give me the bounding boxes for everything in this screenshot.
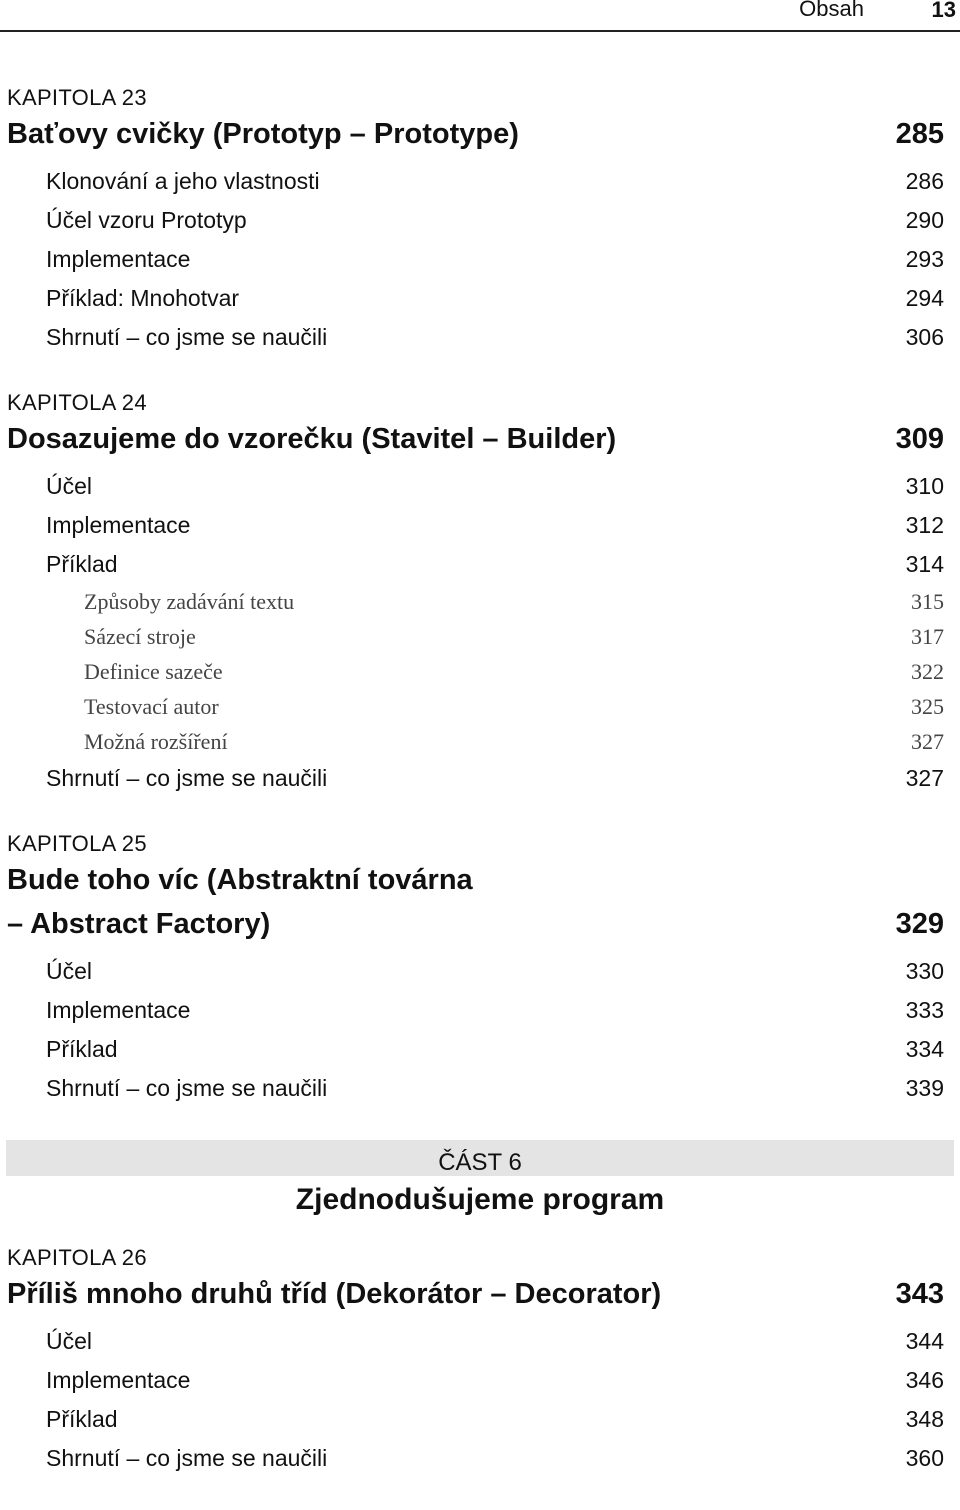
toc-subentry[interactable] <box>0 584 960 619</box>
entry-title: Shrnutí – co jsme se naučili <box>46 324 328 350</box>
table-of-contents <box>0 84 960 1510</box>
entry-page: 327 <box>911 729 944 754</box>
toc-entry[interactable] <box>0 1361 960 1400</box>
toc-entry[interactable] <box>0 279 960 318</box>
toc-subentry[interactable] <box>0 619 960 654</box>
toc-subentry[interactable] <box>0 689 960 724</box>
toc-entry[interactable] <box>0 1069 960 1108</box>
toc-entry[interactable] <box>0 318 960 357</box>
entry-title: Shrnutí – co jsme se naučili <box>46 1075 328 1101</box>
entry-page: 334 <box>905 1036 944 1062</box>
chapter-page: 309 <box>895 423 944 455</box>
toc-entry[interactable] <box>0 162 960 201</box>
entry-page: 344 <box>905 1328 944 1354</box>
entry-page: 317 <box>911 624 944 649</box>
chapter-page: 285 <box>895 118 944 150</box>
chapter-title: Dosazujeme do vzorečku (Stavitel – Builder) <box>7 423 617 455</box>
entry-title: Implementace <box>46 246 191 272</box>
entry-title: Způsoby zadávání textu <box>84 589 295 614</box>
entry-page: 293 <box>905 246 944 272</box>
toc-subentry[interactable] <box>0 654 960 689</box>
entry-page: 330 <box>905 958 944 984</box>
entry-title: Sázecí stroje <box>84 624 196 649</box>
toc-entry[interactable] <box>0 952 960 991</box>
chapter-page: 329 <box>895 908 944 940</box>
entry-title: Shrnutí – co jsme se naučili <box>46 765 328 791</box>
entry-page: 348 <box>905 1406 944 1432</box>
entry-title: Možná rozšíření <box>84 729 228 754</box>
entry-page: 325 <box>911 694 944 719</box>
entry-page: 290 <box>905 207 944 233</box>
entry-title: Účel <box>46 1328 93 1354</box>
chapter-title-row[interactable] <box>0 417 960 461</box>
entry-page: 333 <box>905 997 944 1023</box>
entry-page: 339 <box>905 1075 944 1101</box>
entry-title: Účel vzoru Prototyp <box>46 207 247 233</box>
entry-title: Shrnutí – co jsme se naučili <box>46 1445 328 1471</box>
entry-title: Příklad: Mnohotvar <box>46 285 240 311</box>
toc-entry[interactable] <box>0 1439 960 1478</box>
entry-title: Příklad <box>46 551 118 577</box>
entry-page: 315 <box>911 589 944 614</box>
toc-subentry[interactable] <box>0 724 960 759</box>
chapter-title-line: – Abstract Factory) <box>7 908 271 940</box>
toc-entry[interactable] <box>0 201 960 240</box>
running-head <box>0 0 960 32</box>
entry-page: 294 <box>905 285 944 311</box>
chapter-title-line: Bude toho víc (Abstraktní továrna <box>7 864 473 896</box>
running-head-title: Obsah <box>799 0 864 21</box>
chapter-26 <box>0 1244 960 1478</box>
chapter-title <box>7 858 473 946</box>
entry-title: Účel <box>46 958 93 984</box>
entry-page: 360 <box>905 1445 944 1471</box>
entry-title: Příklad <box>46 1036 118 1062</box>
toc-entry[interactable] <box>0 1322 960 1361</box>
entry-title: Příklad <box>46 1406 118 1432</box>
entry-page: 346 <box>905 1367 944 1393</box>
toc-entry[interactable] <box>0 759 960 798</box>
entry-page: 306 <box>905 324 944 350</box>
toc-entry[interactable] <box>0 506 960 545</box>
entry-page: 310 <box>905 473 944 499</box>
chapter-title: Příliš mnoho druhů tříd (Dekorátor – Decorator) <box>7 1278 662 1310</box>
chapter-24 <box>0 389 960 798</box>
entry-page: 327 <box>905 765 944 791</box>
chapter-title: Baťovy cvičky (Prototyp – Prototype) <box>7 118 519 150</box>
entry-title: Testovací autor <box>84 694 219 719</box>
entry-title: Implementace <box>46 1367 191 1393</box>
toc-entry[interactable] <box>0 545 960 584</box>
toc-entry[interactable] <box>0 1400 960 1439</box>
entry-title: Klonování a jeho vlastnosti <box>46 168 320 194</box>
chapter-25 <box>0 830 960 1108</box>
chapter-page: 343 <box>895 1278 944 1310</box>
page-number: 13 <box>931 0 956 22</box>
chapter-title-row[interactable] <box>0 112 960 156</box>
chapter-label: KAPITOLA 26 <box>7 1245 147 1270</box>
part-title: Zjednodušujeme program <box>295 1183 665 1216</box>
toc-entry[interactable] <box>0 1030 960 1069</box>
part-label: ČÁST 6 <box>6 1140 954 1176</box>
chapter-label: KAPITOLA 25 <box>7 831 147 856</box>
chapter-23 <box>0 84 960 357</box>
entry-title: Účel <box>46 473 93 499</box>
entry-title: Implementace <box>46 512 191 538</box>
toc-entry[interactable] <box>0 991 960 1030</box>
entry-page: 312 <box>905 512 944 538</box>
entry-page: 286 <box>905 168 944 194</box>
entry-page: 322 <box>911 659 944 684</box>
entry-title: Definice sazeče <box>84 659 223 684</box>
chapter-label: KAPITOLA 23 <box>7 85 147 110</box>
entry-title: Implementace <box>46 997 191 1023</box>
entry-page: 314 <box>905 551 944 577</box>
chapter-title-row[interactable] <box>0 858 960 946</box>
toc-entry[interactable] <box>0 240 960 279</box>
chapter-label: KAPITOLA 24 <box>7 390 147 415</box>
chapter-title-row[interactable] <box>0 1272 960 1316</box>
toc-entry[interactable] <box>0 467 960 506</box>
